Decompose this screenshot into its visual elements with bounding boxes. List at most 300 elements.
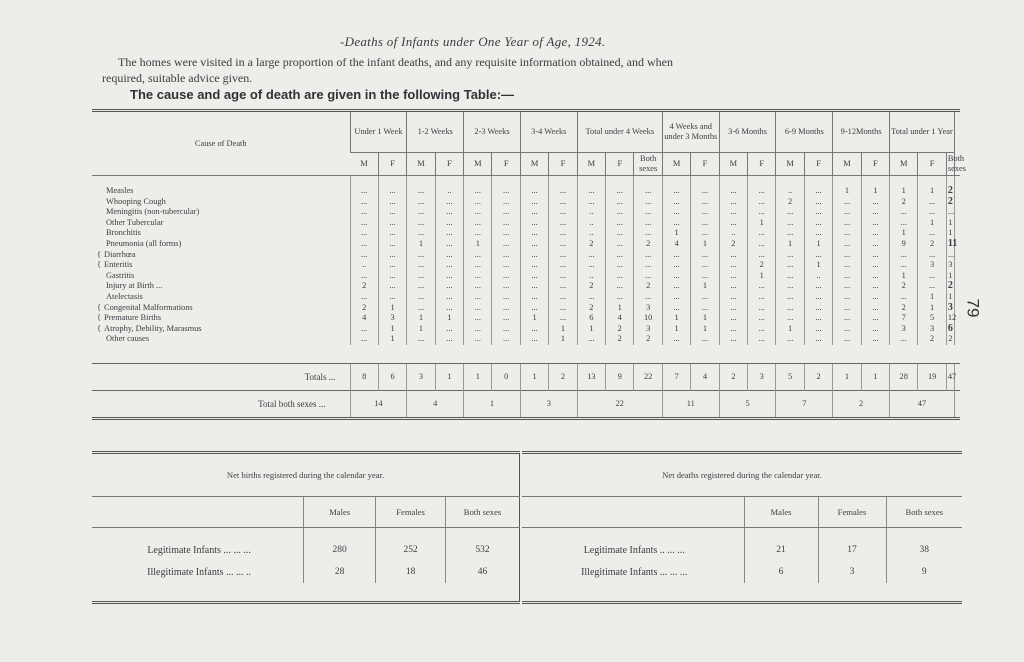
value-cell: ... xyxy=(776,292,804,303)
value-cell: ... xyxy=(719,281,747,292)
value-cell: ... xyxy=(861,228,889,239)
total-cell: 5 xyxy=(776,363,804,390)
row-filler xyxy=(954,390,960,418)
total-cell: 28 xyxy=(890,363,918,390)
value-cell: 3 xyxy=(918,324,946,335)
value-cell: ... xyxy=(435,218,463,229)
value-cell: 2 xyxy=(918,334,946,345)
value-cell: 11 xyxy=(947,237,958,249)
value-cell: 6 xyxy=(577,313,605,324)
value-cell: ... xyxy=(577,250,605,261)
row-filler xyxy=(954,207,960,218)
total-cell: 2 xyxy=(804,363,832,390)
value-cell: 1 xyxy=(407,324,435,335)
value-cell: ... xyxy=(606,239,634,250)
value-cell: ... xyxy=(520,239,548,250)
value-cell: ... xyxy=(549,228,577,239)
value-cell: ... xyxy=(520,303,548,314)
sex-subheader: Both sexes xyxy=(946,153,954,176)
value-cell: ... xyxy=(407,281,435,292)
value-cell: ... xyxy=(776,271,804,282)
cell: 28 xyxy=(304,561,376,583)
value-cell: 1 xyxy=(662,324,690,335)
table-row xyxy=(92,303,960,314)
value-cell: ... xyxy=(464,207,492,218)
value-cell: 1 xyxy=(378,334,406,345)
value-cell: ... xyxy=(606,260,634,271)
value-cell: ... xyxy=(606,292,634,303)
value-cell: ... xyxy=(748,176,776,197)
value-cell: ... xyxy=(492,334,520,345)
value-cell: 1 xyxy=(378,303,406,314)
value-cell: ... xyxy=(861,281,889,292)
value-cell: ... xyxy=(748,334,776,345)
value-cell: ... xyxy=(776,334,804,345)
table-row xyxy=(92,271,960,282)
value-cell: ... xyxy=(776,218,804,229)
value-cell: ... xyxy=(492,324,520,335)
sex-subheader: M xyxy=(890,153,918,176)
value-cell: ... xyxy=(861,207,889,218)
value-cell: ... xyxy=(776,281,804,292)
value-cell: ... xyxy=(350,218,378,229)
value-cell: 1 xyxy=(662,313,690,324)
value-cell: ... xyxy=(804,313,832,324)
sex-subheader: F xyxy=(918,153,946,176)
cell: 6 xyxy=(744,561,818,583)
births-col-males: Males xyxy=(304,497,376,528)
cause-label: Atrophy, Debility, Marasmus xyxy=(104,323,202,333)
value-cell: ... xyxy=(833,197,861,208)
value-cell: 1 xyxy=(691,281,719,292)
cell: 9 xyxy=(886,561,962,583)
deaths-blank-header xyxy=(522,497,744,528)
value-cell: ... xyxy=(464,176,492,197)
value-cell: ... xyxy=(748,228,776,239)
value-cell: 3 xyxy=(918,260,946,271)
value-cell: ... xyxy=(350,239,378,250)
value-cell: ... xyxy=(719,271,747,282)
value-cell: 1 xyxy=(918,176,946,197)
value-cell: ... xyxy=(407,260,435,271)
value-cell: ... xyxy=(435,250,463,261)
value-cell: ... xyxy=(833,324,861,335)
value-cell: ... xyxy=(833,271,861,282)
value-cell: ... xyxy=(918,197,946,208)
cause-label: Meningitis (non-tubercular) xyxy=(106,207,200,217)
value-cell: ... xyxy=(691,197,719,208)
value-cell: ... xyxy=(407,250,435,261)
value-cell: ... xyxy=(378,281,406,292)
value-cell: ... xyxy=(833,292,861,303)
value-cell: 2 xyxy=(890,197,918,208)
value-cell: ... xyxy=(861,239,889,250)
value-cell: .. xyxy=(577,218,605,229)
value-cell: ... xyxy=(350,207,378,218)
value-cell: ... xyxy=(833,334,861,345)
row-label: Illegitimate Infants ... ... .. xyxy=(147,566,252,578)
value-cell: ... xyxy=(378,250,406,261)
value-cell: ... xyxy=(890,260,918,271)
value-cell: ... xyxy=(804,324,832,335)
value-cell: ... xyxy=(890,334,918,345)
value-cell: ... xyxy=(407,271,435,282)
value-cell: ... xyxy=(492,303,520,314)
value-cell: ... xyxy=(464,218,492,229)
value-cell: 2 xyxy=(350,281,378,292)
cause-label: Gastritis xyxy=(106,270,135,280)
value-cell: ... xyxy=(634,197,662,208)
value-cell: ... xyxy=(804,250,832,261)
value-cell: ... xyxy=(606,250,634,261)
value-cell: ... xyxy=(634,271,662,282)
value-cell: ... xyxy=(577,292,605,303)
cause-cell xyxy=(92,271,350,282)
value-cell: ... xyxy=(520,292,548,303)
value-cell: ... xyxy=(464,250,492,261)
table-row xyxy=(92,324,960,335)
both-sexes-cell: 11 xyxy=(662,390,719,418)
cause-cell xyxy=(92,281,350,292)
value-cell: ... xyxy=(748,239,776,250)
value-cell: ... xyxy=(520,197,548,208)
value-cell: 1 xyxy=(748,271,776,282)
value-cell: .. xyxy=(577,228,605,239)
value-cell: ... xyxy=(520,271,548,282)
value-cell: ... xyxy=(662,260,690,271)
value-cell: 1 xyxy=(549,334,577,345)
cell: 38 xyxy=(886,528,962,562)
row-filler xyxy=(954,303,960,314)
value-cell: 2 xyxy=(719,239,747,250)
cause-label: Congenital Malformations xyxy=(104,302,193,312)
value-cell: 1 xyxy=(918,303,946,314)
value-cell: ... xyxy=(577,197,605,208)
sex-subheader: M xyxy=(833,153,861,176)
value-cell: ... xyxy=(748,281,776,292)
value-cell: ... xyxy=(634,260,662,271)
value-cell: ... xyxy=(890,207,918,218)
value-cell: ... xyxy=(492,176,520,197)
sex-subheader: F xyxy=(691,153,719,176)
value-cell: ... xyxy=(464,292,492,303)
value-cell: ... xyxy=(804,197,832,208)
value-cell: ... xyxy=(464,281,492,292)
value-cell: ... xyxy=(606,176,634,197)
cause-label: Bronchitis xyxy=(106,228,141,238)
value-cell: ... xyxy=(350,334,378,345)
value-cell: ... xyxy=(435,260,463,271)
brace-glyph: { xyxy=(97,249,102,259)
value-cell: 2 xyxy=(577,239,605,250)
deaths-caption: Net deaths registered during the calendar year. xyxy=(522,453,962,497)
value-cell: 1 xyxy=(804,239,832,250)
value-cell: ... xyxy=(861,218,889,229)
value-cell: ... xyxy=(861,324,889,335)
value-cell: ... xyxy=(435,228,463,239)
both-sexes-cell: 5 xyxy=(719,390,776,418)
value-cell: ... xyxy=(719,260,747,271)
cause-label: Enteritis xyxy=(104,260,133,270)
total-both-label: Total both sexes ... xyxy=(92,390,350,418)
total-cell: 7 xyxy=(662,363,690,390)
total-cell: 1 xyxy=(464,363,492,390)
value-cell: ... xyxy=(662,303,690,314)
total-both-sexes-row xyxy=(92,390,960,418)
value-cell: ... xyxy=(378,228,406,239)
value-cell: 1 xyxy=(948,270,953,280)
row-gap xyxy=(92,345,954,364)
value-cell: ... xyxy=(606,207,634,218)
value-cell: ... xyxy=(577,176,605,197)
value-cell: ... xyxy=(492,313,520,324)
page-number: 79 xyxy=(963,298,983,318)
value-cell: ... xyxy=(861,303,889,314)
value-cell: ... xyxy=(719,207,747,218)
value-cell: 1 xyxy=(662,228,690,239)
value-cell: 2 xyxy=(947,280,953,292)
value-cell: ... xyxy=(606,228,634,239)
sex-subheader: M xyxy=(662,153,690,176)
value-cell: 1 xyxy=(606,303,634,314)
value-cell: ... xyxy=(520,207,548,218)
cause-cell xyxy=(92,313,350,324)
total-cell: 47 xyxy=(946,363,954,390)
sex-subheader: M xyxy=(577,153,605,176)
value-cell: ... xyxy=(662,281,690,292)
total-cell: 2 xyxy=(719,363,747,390)
value-cell: ... xyxy=(634,292,662,303)
value-cell: ... xyxy=(662,218,690,229)
value-cell: 1 xyxy=(890,176,918,197)
cause-label: Atelectasis xyxy=(106,291,143,301)
table-row xyxy=(92,334,960,345)
intro-paragraph xyxy=(102,54,948,86)
value-cell: ... xyxy=(804,176,832,197)
value-cell: ... xyxy=(719,313,747,324)
value-cell: ... xyxy=(549,218,577,229)
value-cell: ... xyxy=(464,197,492,208)
value-cell: ... xyxy=(378,271,406,282)
brace-glyph: { xyxy=(97,313,102,323)
deaths-col-both: Both sexes xyxy=(886,497,962,528)
value-cell: ... xyxy=(719,334,747,345)
value-cell: ... xyxy=(464,260,492,271)
value-cell: ... xyxy=(861,334,889,345)
deaths-table xyxy=(522,451,962,604)
table-heading: The cause and age of death are given in the following Table:— xyxy=(130,87,515,102)
value-cell: 1 xyxy=(948,217,953,227)
cell: 17 xyxy=(818,528,886,562)
value-cell: 1 xyxy=(378,324,406,335)
value-cell: 2 xyxy=(634,239,662,250)
value-cell: ... xyxy=(691,303,719,314)
value-cell: ... xyxy=(492,207,520,218)
value-cell: ... xyxy=(378,207,406,218)
cause-label: Other Tubercular xyxy=(106,217,164,227)
age-group-header: 3-6 Months xyxy=(719,111,776,153)
births-blank-header xyxy=(92,497,304,528)
value-cell: .. xyxy=(577,207,605,218)
value-cell: ... xyxy=(691,176,719,197)
value-cell: 2 xyxy=(946,176,954,197)
value-cell: 2 xyxy=(890,303,918,314)
deaths-row-legitimate xyxy=(522,528,962,562)
value-cell: ... xyxy=(464,303,492,314)
value-cell: ... xyxy=(861,292,889,303)
births-end-rule xyxy=(92,583,520,603)
table-row xyxy=(92,207,960,218)
document-title: -Deaths of Infants under One Year of Age, 1924. xyxy=(340,34,606,49)
value-cell: 1 xyxy=(407,313,435,324)
table-row xyxy=(92,281,960,292)
value-cell: 2 xyxy=(577,303,605,314)
births-row-illegitimate xyxy=(92,561,520,583)
value-cell: ... xyxy=(833,250,861,261)
value-cell: 1 xyxy=(776,239,804,250)
value-cell: .. xyxy=(776,176,804,197)
value-cell: 3 xyxy=(634,303,662,314)
value-cell: ... xyxy=(833,303,861,314)
value-cell: ... xyxy=(918,281,946,292)
sex-subheader: F xyxy=(861,153,889,176)
value-cell: 2 xyxy=(634,281,662,292)
row-label: Illegitimate Infants ... ... ... xyxy=(581,566,688,578)
value-cell: ... xyxy=(861,313,889,324)
both-sexes-cell: 47 xyxy=(890,390,955,418)
value-cell: ... xyxy=(776,228,804,239)
cause-label: Other causes xyxy=(106,334,150,344)
value-cell: ... xyxy=(407,228,435,239)
value-cell: 1 xyxy=(691,313,719,324)
value-cell: ... xyxy=(776,207,804,218)
value-cell: ... xyxy=(577,260,605,271)
value-cell: ... xyxy=(350,250,378,261)
value-cell: ... xyxy=(350,292,378,303)
total-cell: 1 xyxy=(520,363,548,390)
value-cell: ... xyxy=(520,218,548,229)
cause-cell xyxy=(92,207,350,218)
value-cell: .. xyxy=(435,176,463,197)
value-cell: 3 xyxy=(634,324,662,335)
value-cell: ... xyxy=(435,303,463,314)
value-cell: ... xyxy=(435,271,463,282)
value-cell: ... xyxy=(691,334,719,345)
value-cell: 1 xyxy=(549,324,577,335)
cause-cell xyxy=(92,324,350,335)
value-cell: 1 xyxy=(435,313,463,324)
value-cell: ... xyxy=(407,176,435,197)
value-cell: ... xyxy=(492,271,520,282)
deaths-col-females: Females xyxy=(818,497,886,528)
value-cell: ... xyxy=(407,197,435,208)
value-cell: ... xyxy=(804,334,832,345)
age-group-header: Total under 1 Year xyxy=(890,111,955,153)
value-cell: 1 xyxy=(948,228,953,238)
value-cell: ... xyxy=(748,303,776,314)
value-cell: ... xyxy=(492,281,520,292)
table-row xyxy=(92,260,960,271)
table-row xyxy=(92,197,960,208)
age-group-header: 6-9 Months xyxy=(776,111,833,153)
value-cell: .. xyxy=(350,260,378,271)
value-cell: ... xyxy=(350,324,378,335)
value-cell: ... xyxy=(606,218,634,229)
cell: 21 xyxy=(744,528,818,562)
row-filler xyxy=(954,197,960,208)
value-cell: ... xyxy=(520,250,548,261)
cell: 280 xyxy=(304,528,376,562)
value-cell: 9 xyxy=(890,239,918,250)
row-filler xyxy=(954,176,960,197)
value-cell: ... xyxy=(378,197,406,208)
value-cell: ... xyxy=(492,260,520,271)
value-cell: ... xyxy=(662,176,690,197)
age-group-header: 2-3 Weeks xyxy=(464,111,521,153)
value-cell: ... xyxy=(350,176,378,197)
table-row xyxy=(92,218,960,229)
value-cell: ... xyxy=(435,281,463,292)
value-cell: ... xyxy=(407,218,435,229)
value-cell: ... xyxy=(918,271,946,282)
row-filler xyxy=(954,281,960,292)
sex-subheader: Both sexes xyxy=(634,153,662,176)
row-label: Legitimate Infants ... ... ... xyxy=(147,544,251,556)
value-cell: ... xyxy=(662,250,690,261)
value-cell: 1 xyxy=(861,176,889,197)
value-cell: ... xyxy=(407,303,435,314)
value-cell: ... xyxy=(435,292,463,303)
value-cell: ... xyxy=(804,292,832,303)
cell: 3 xyxy=(818,561,886,583)
cause-cell xyxy=(92,239,350,250)
value-cell: ... xyxy=(407,207,435,218)
births-col-females: Females xyxy=(376,497,446,528)
value-cell: 1 xyxy=(890,271,918,282)
cause-label: Diarrhœa xyxy=(104,249,136,259)
value-cell: ... xyxy=(861,260,889,271)
table-row xyxy=(92,176,960,197)
value-cell: 12 xyxy=(947,313,957,323)
value-cell: 2 xyxy=(776,197,804,208)
brace-glyph: { xyxy=(97,302,102,312)
value-cell: ... xyxy=(549,260,577,271)
value-cell: ... xyxy=(833,260,861,271)
sex-subheader: F xyxy=(804,153,832,176)
value-cell: ... xyxy=(492,197,520,208)
age-group-header: 4 Weeks and under 3 Months xyxy=(662,111,719,153)
value-cell: 1 xyxy=(948,291,953,301)
cause-header: Cause of Death xyxy=(92,111,350,176)
both-sexes-cell: 7 xyxy=(776,390,833,418)
value-cell: 1 xyxy=(691,324,719,335)
value-cell: ... xyxy=(748,292,776,303)
value-cell: ... xyxy=(890,218,918,229)
value-cell: ... xyxy=(634,228,662,239)
value-cell: .. xyxy=(719,228,747,239)
value-cell: ... xyxy=(520,176,548,197)
value-cell: ... xyxy=(378,239,406,250)
value-cell: ... xyxy=(748,250,776,261)
total-cell: 22 xyxy=(634,363,662,390)
value-cell: ... xyxy=(804,207,832,218)
sex-subheader: F xyxy=(549,153,577,176)
sex-subheader: F xyxy=(606,153,634,176)
total-cell: 8 xyxy=(350,363,378,390)
value-cell: ... xyxy=(549,292,577,303)
value-cell: .. xyxy=(804,271,832,282)
value-cell: ... xyxy=(804,281,832,292)
